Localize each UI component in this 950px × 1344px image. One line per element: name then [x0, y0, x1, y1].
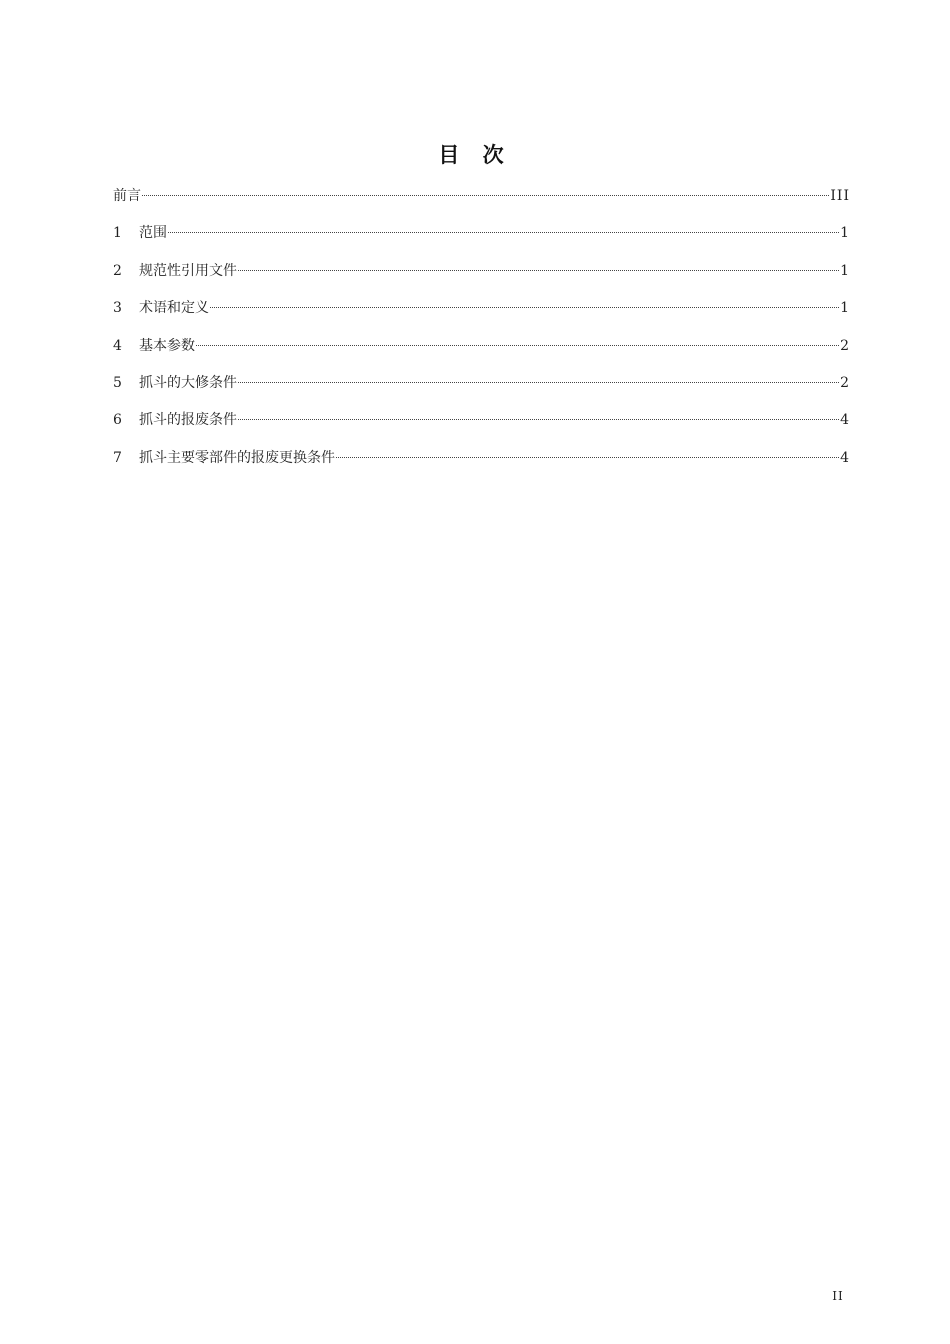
toc-entry-page: III — [830, 188, 850, 204]
toc-entry-5[interactable] — [113, 373, 850, 410]
toc-entry-label: 抓斗的报废条件 — [139, 412, 237, 429]
toc-dot-leader — [168, 232, 839, 233]
table-of-contents — [113, 186, 850, 485]
toc-entry-number: 3 — [113, 300, 122, 317]
page-number: II — [832, 1289, 844, 1303]
toc-entry-6[interactable] — [113, 410, 850, 447]
toc-entry-foreword[interactable] — [113, 186, 850, 223]
toc-dot-leader — [142, 195, 829, 196]
toc-dot-leader — [238, 270, 839, 271]
toc-dot-leader — [336, 457, 839, 458]
toc-entry-number: 5 — [113, 374, 122, 391]
toc-entry-label: 基本参数 — [139, 337, 195, 354]
page-title: 目 次 — [438, 143, 512, 167]
toc-entry-page: 1 — [840, 225, 850, 242]
toc-dot-leader — [210, 307, 839, 308]
toc-entry-number: 2 — [113, 262, 122, 279]
toc-entry-2[interactable] — [113, 261, 850, 298]
toc-entry-label: 术语和定义 — [139, 300, 209, 317]
toc-entry-label: 规范性引用文件 — [139, 262, 237, 279]
toc-entry-page: 2 — [840, 374, 850, 391]
toc-entry-page: 4 — [840, 412, 850, 429]
toc-entry-page: 1 — [840, 262, 850, 279]
toc-entry-number: 7 — [113, 449, 122, 466]
toc-entry-number: 4 — [113, 337, 122, 354]
toc-entry-label: 抓斗主要零部件的报废更换条件 — [139, 449, 335, 466]
toc-dot-leader — [196, 345, 839, 346]
toc-dot-leader — [238, 419, 839, 420]
toc-entry-label: 抓斗的大修条件 — [139, 374, 237, 391]
toc-dot-leader — [238, 382, 839, 383]
toc-entry-number: 1 — [113, 225, 122, 242]
toc-entry-number: 6 — [113, 412, 122, 429]
toc-entry-7[interactable] — [113, 448, 850, 485]
toc-entry-page: 1 — [840, 300, 850, 317]
toc-entry-page: 4 — [840, 449, 850, 466]
toc-entry-3[interactable] — [113, 298, 850, 335]
toc-entry-1[interactable] — [113, 223, 850, 260]
toc-entry-label: 范围 — [139, 225, 167, 242]
toc-entry-page: 2 — [840, 337, 850, 354]
toc-entry-4[interactable] — [113, 336, 850, 373]
toc-entry-label: 前言 — [113, 188, 141, 204]
